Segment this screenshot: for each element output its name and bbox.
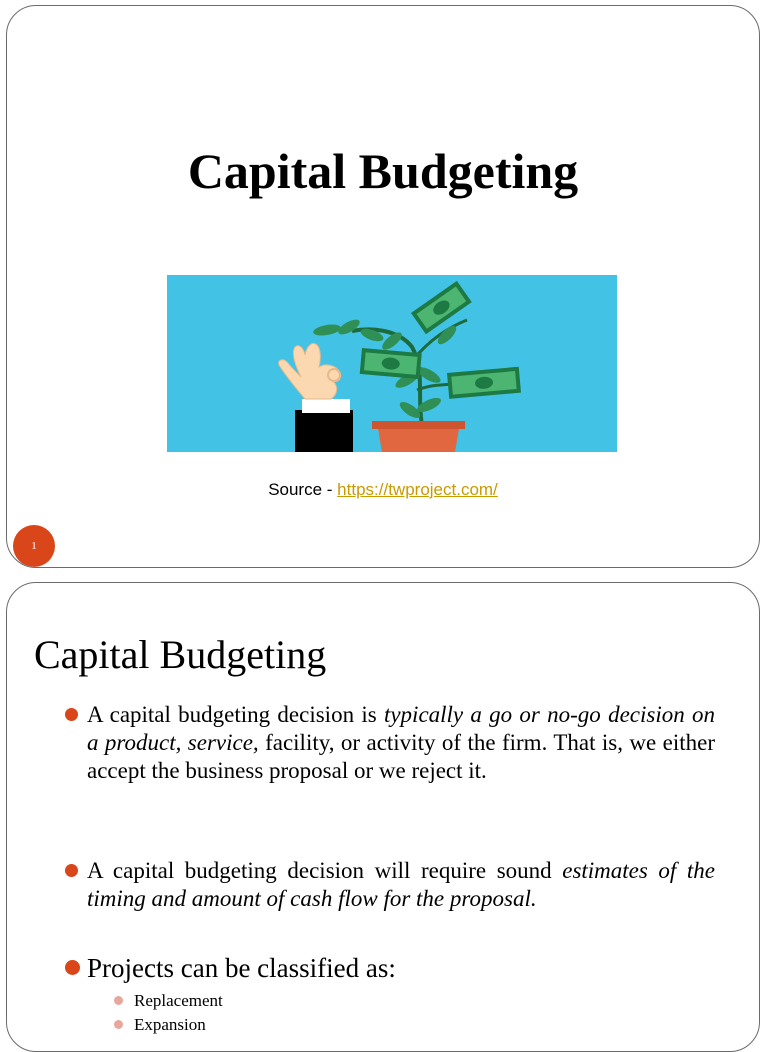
bullet-text (87, 701, 715, 785)
slide-1 (6, 5, 760, 568)
money-plant-illustration (167, 275, 617, 452)
bullet-point (65, 954, 715, 982)
bullet-dot-icon (65, 708, 78, 721)
sub-bullet-text: Replacement (134, 991, 223, 1010)
bullet-text (87, 857, 715, 913)
bullet-text-emphasis: estimates of the timing and amount of cash flow for the proposal. (87, 858, 715, 911)
slide-2 (6, 582, 760, 1052)
bullet-text-part: A capital budgeting decision is (87, 702, 384, 727)
sub-bullet-item (117, 1015, 206, 1035)
bullet-point (65, 857, 715, 913)
slide-title: Capital Budgeting (187, 143, 579, 199)
bullet-point (65, 701, 715, 785)
source-credit (7, 480, 759, 500)
bullet-dot-icon (65, 960, 80, 975)
sub-bullet-text: Expansion (134, 1015, 206, 1034)
bullet-text-emphasis: typically a go or no-go decision on a product, service, (87, 702, 715, 755)
source-link[interactable]: https://twproject.com/ (337, 480, 498, 499)
source-prefix: Source - (268, 480, 338, 499)
sub-bullet-item (117, 991, 223, 1011)
bullet-text-part: facility, or activity of the firm. That is, we either accept the business proposal or we reject it. (87, 730, 715, 783)
sub-bullet-dot-icon (114, 1020, 123, 1029)
slide-number-badge: 1 (13, 525, 55, 567)
slide-title: Capital Budgeting (34, 632, 327, 677)
bullet-text-part: A capital budgeting decision will require sound (87, 858, 563, 883)
bullet-text: Projects can be classified as: (87, 953, 396, 983)
bullet-dot-icon (65, 864, 78, 877)
sub-bullet-dot-icon (114, 996, 123, 1005)
